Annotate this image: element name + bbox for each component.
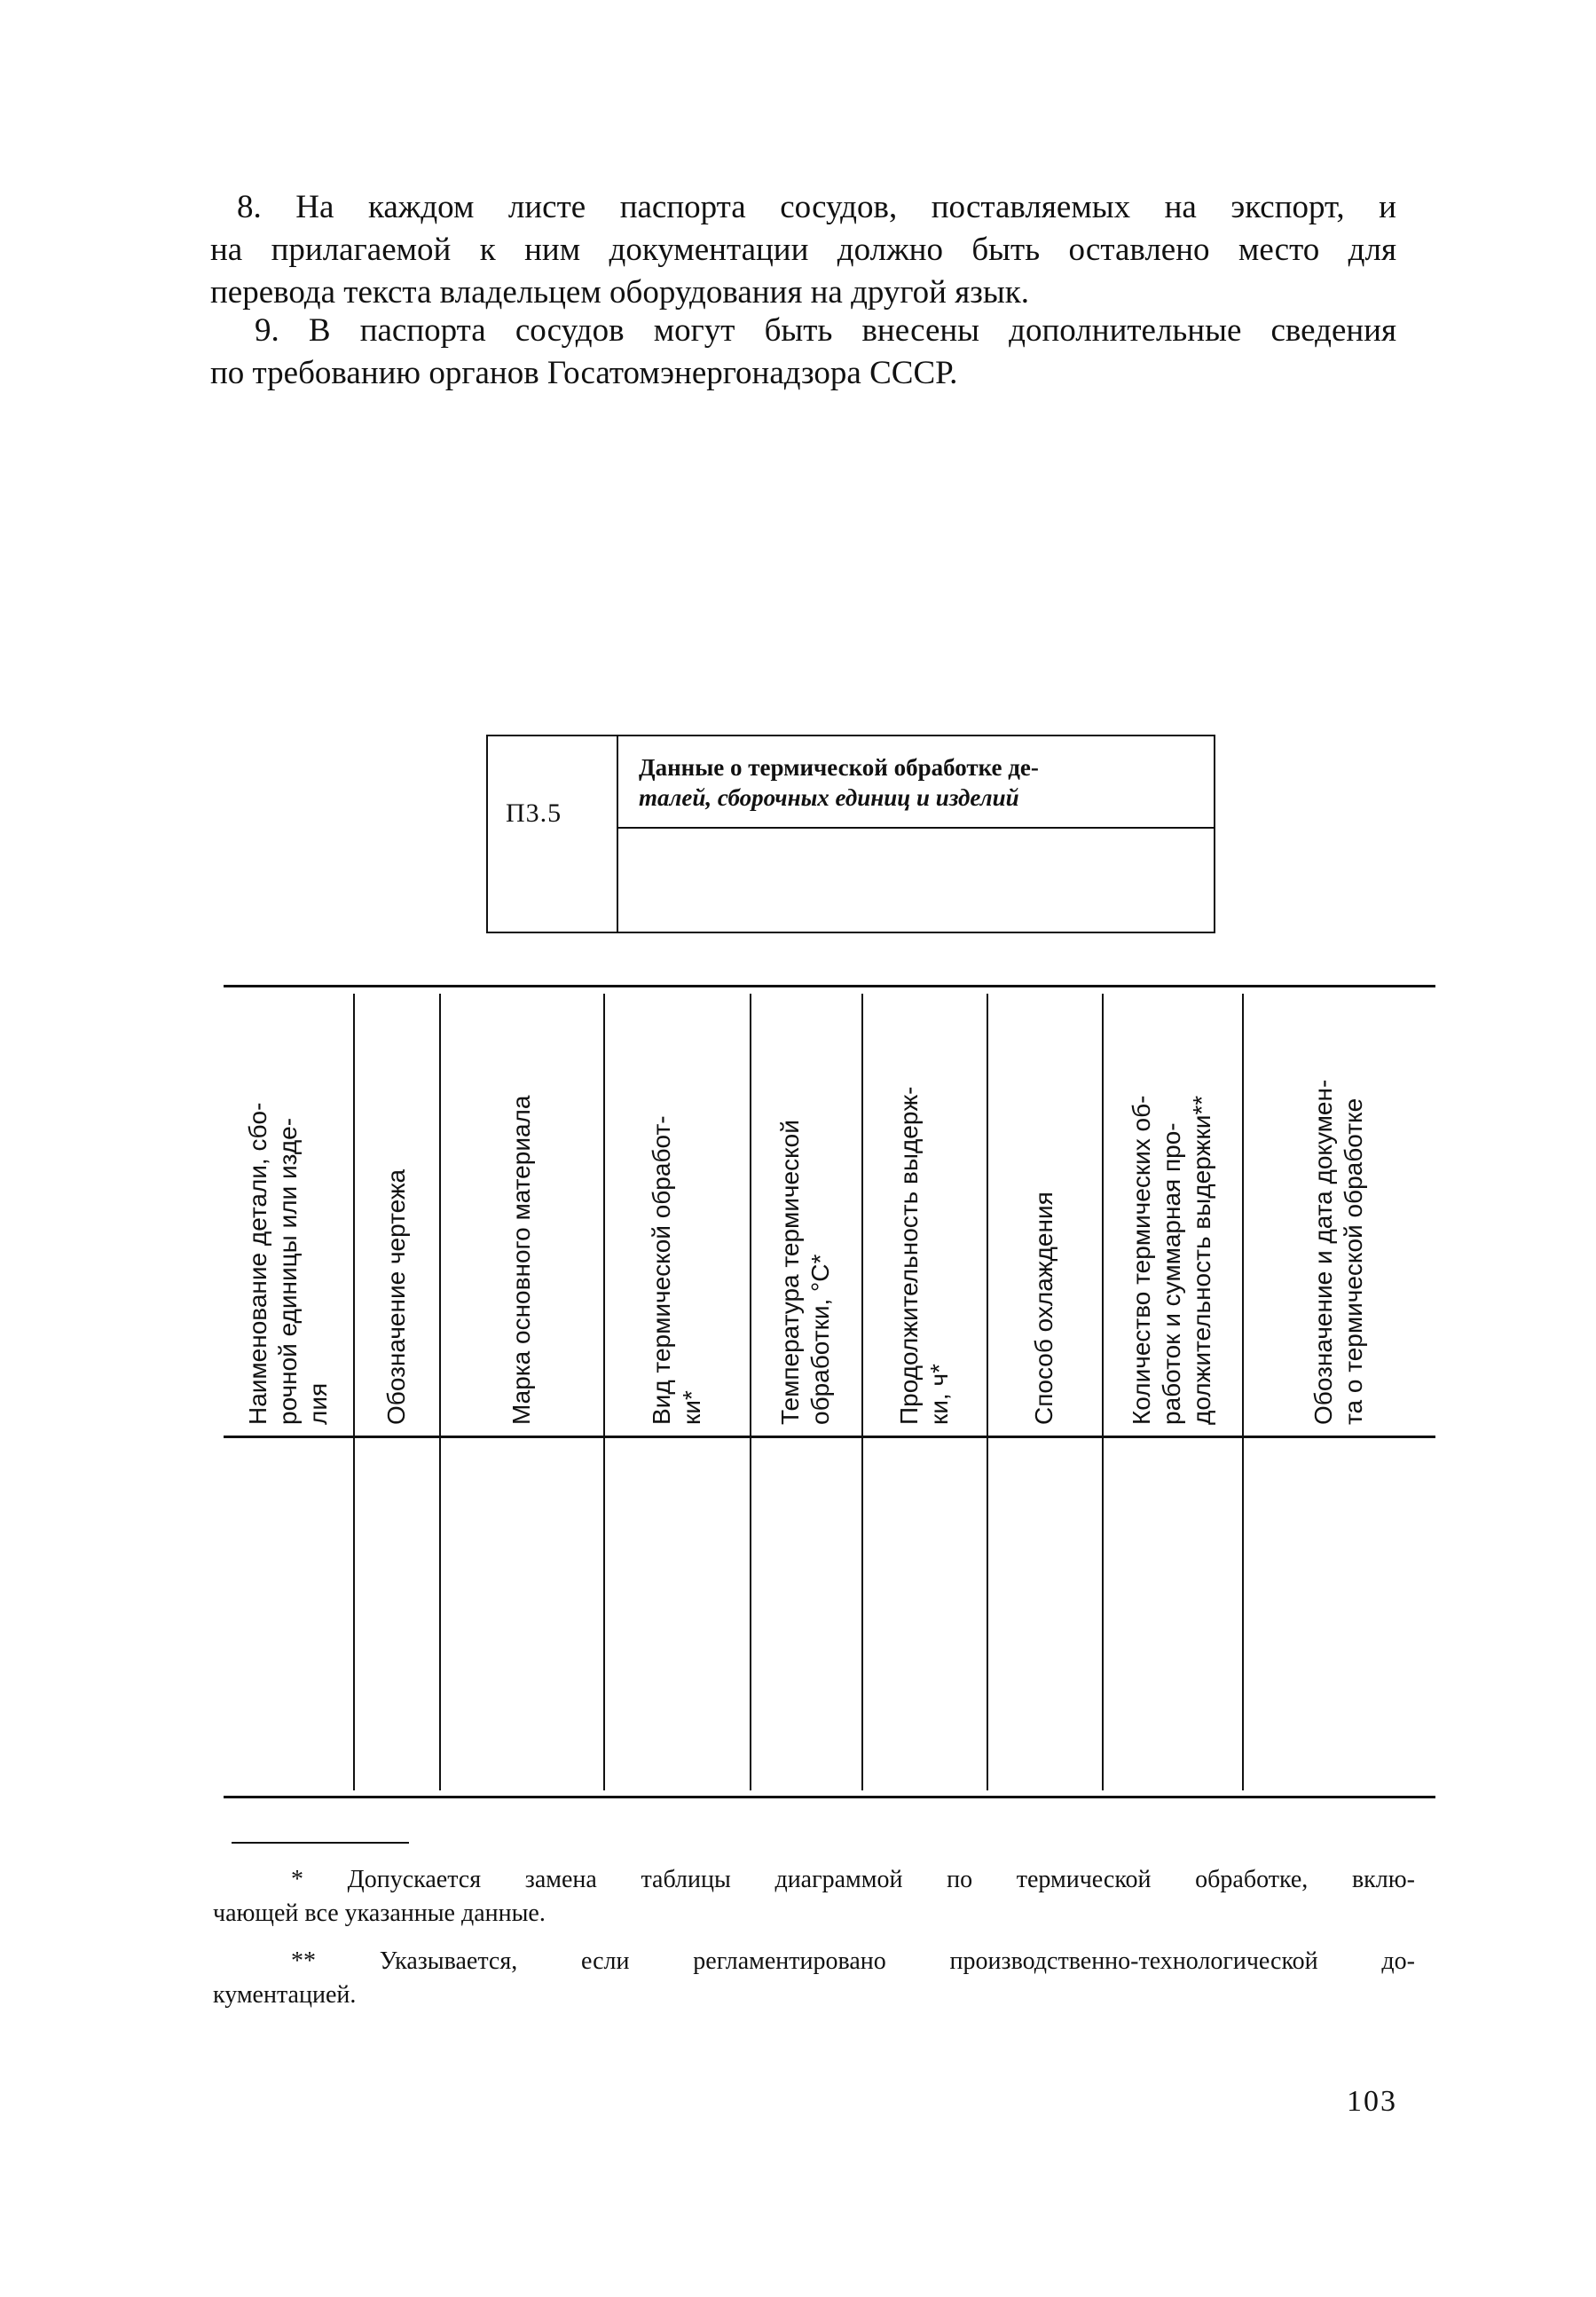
column-header-drawing bbox=[353, 997, 439, 1427]
paragraph-8-line: перевода текста владельцем оборудования на другой язык. bbox=[210, 274, 1029, 311]
table-bottom-rule bbox=[224, 1796, 1435, 1798]
reference-title bbox=[639, 752, 1189, 813]
column-header-line: обработки, °С* bbox=[806, 1254, 834, 1425]
column-header-line: лия bbox=[304, 1382, 332, 1425]
column-header-line: рочной единицы или изде- bbox=[274, 1117, 302, 1425]
column-header-line: ки* bbox=[677, 1390, 705, 1425]
column-header-name bbox=[224, 997, 353, 1427]
reference-title-line: Данные о термической обработке де- bbox=[639, 754, 1039, 781]
column-header-document bbox=[1242, 997, 1435, 1427]
paragraph-9-line: по требованию органов Госатомэнергонадзора СССР. bbox=[210, 355, 958, 391]
reference-divider bbox=[617, 827, 1214, 829]
column-header-line: Способ охлаждения bbox=[1030, 1192, 1057, 1425]
footnote-1 bbox=[213, 1863, 1415, 1931]
column-header-line: работок и суммарная про- bbox=[1158, 1122, 1185, 1425]
paragraph-9 bbox=[210, 310, 1396, 395]
footnote-2 bbox=[213, 1945, 1415, 2012]
column-header-duration bbox=[861, 997, 987, 1427]
footnote-line: ** Указывается, если регламентировано производственно-технологической до- bbox=[291, 1947, 1415, 1975]
page-number: 103 bbox=[1347, 2085, 1397, 2118]
column-header-treatment-type bbox=[603, 997, 750, 1427]
reference-box bbox=[486, 735, 1215, 933]
column-header-line: Количество термических об- bbox=[1128, 1095, 1155, 1425]
column-header-line: Продолжительность выдерж- bbox=[894, 1086, 923, 1425]
column-header-line: должительность выдержки** bbox=[1188, 1095, 1215, 1425]
column-header-count bbox=[1102, 997, 1242, 1427]
paragraph-8 bbox=[210, 186, 1396, 314]
column-header-line: Марка основного материала bbox=[507, 1095, 535, 1425]
column-header-cooling bbox=[987, 997, 1102, 1427]
paragraph-8-line: 8. На каждом листе паспорта сосудов, поставляемых на экспорт, и bbox=[237, 189, 1396, 225]
table-header-rule bbox=[224, 1436, 1435, 1438]
paragraph-8-line: на прилагаемой к ним документации должно быть оставлено место для bbox=[210, 232, 1396, 268]
table-top-rule bbox=[224, 985, 1435, 987]
reference-title-line: талей, сборочных единиц и изделий bbox=[639, 784, 1019, 811]
column-header-line: Наименование детали, сбо- bbox=[244, 1102, 271, 1425]
column-header-line: та о термической обработке bbox=[1340, 1097, 1367, 1425]
footnote-line: чающей все указанные данные. bbox=[213, 1900, 546, 1927]
reference-divider bbox=[617, 736, 618, 932]
column-header-temperature bbox=[750, 997, 861, 1427]
column-header-line: ки, ч* bbox=[924, 1364, 953, 1425]
column-header-line: Обозначение чертежа bbox=[381, 1168, 410, 1425]
reference-code: П3.5 bbox=[506, 798, 562, 828]
column-header-material bbox=[439, 997, 603, 1427]
heat-treatment-table bbox=[224, 985, 1435, 1799]
column-header-line: Вид термической обработ- bbox=[647, 1115, 675, 1425]
footnote-line: кументацией. bbox=[213, 1981, 357, 2009]
footnote-rule bbox=[232, 1842, 409, 1844]
footnote-line: * Допускается замена таблицы диаграммой по термической обработке, вклю- bbox=[291, 1866, 1415, 1893]
column-header-line: Обозначение и дата докумен- bbox=[1309, 1079, 1337, 1425]
paragraph-9-line: 9. В паспорта сосудов могут быть внесены дополнительные сведения bbox=[255, 312, 1396, 349]
column-header-line: Температура термической bbox=[776, 1120, 804, 1425]
